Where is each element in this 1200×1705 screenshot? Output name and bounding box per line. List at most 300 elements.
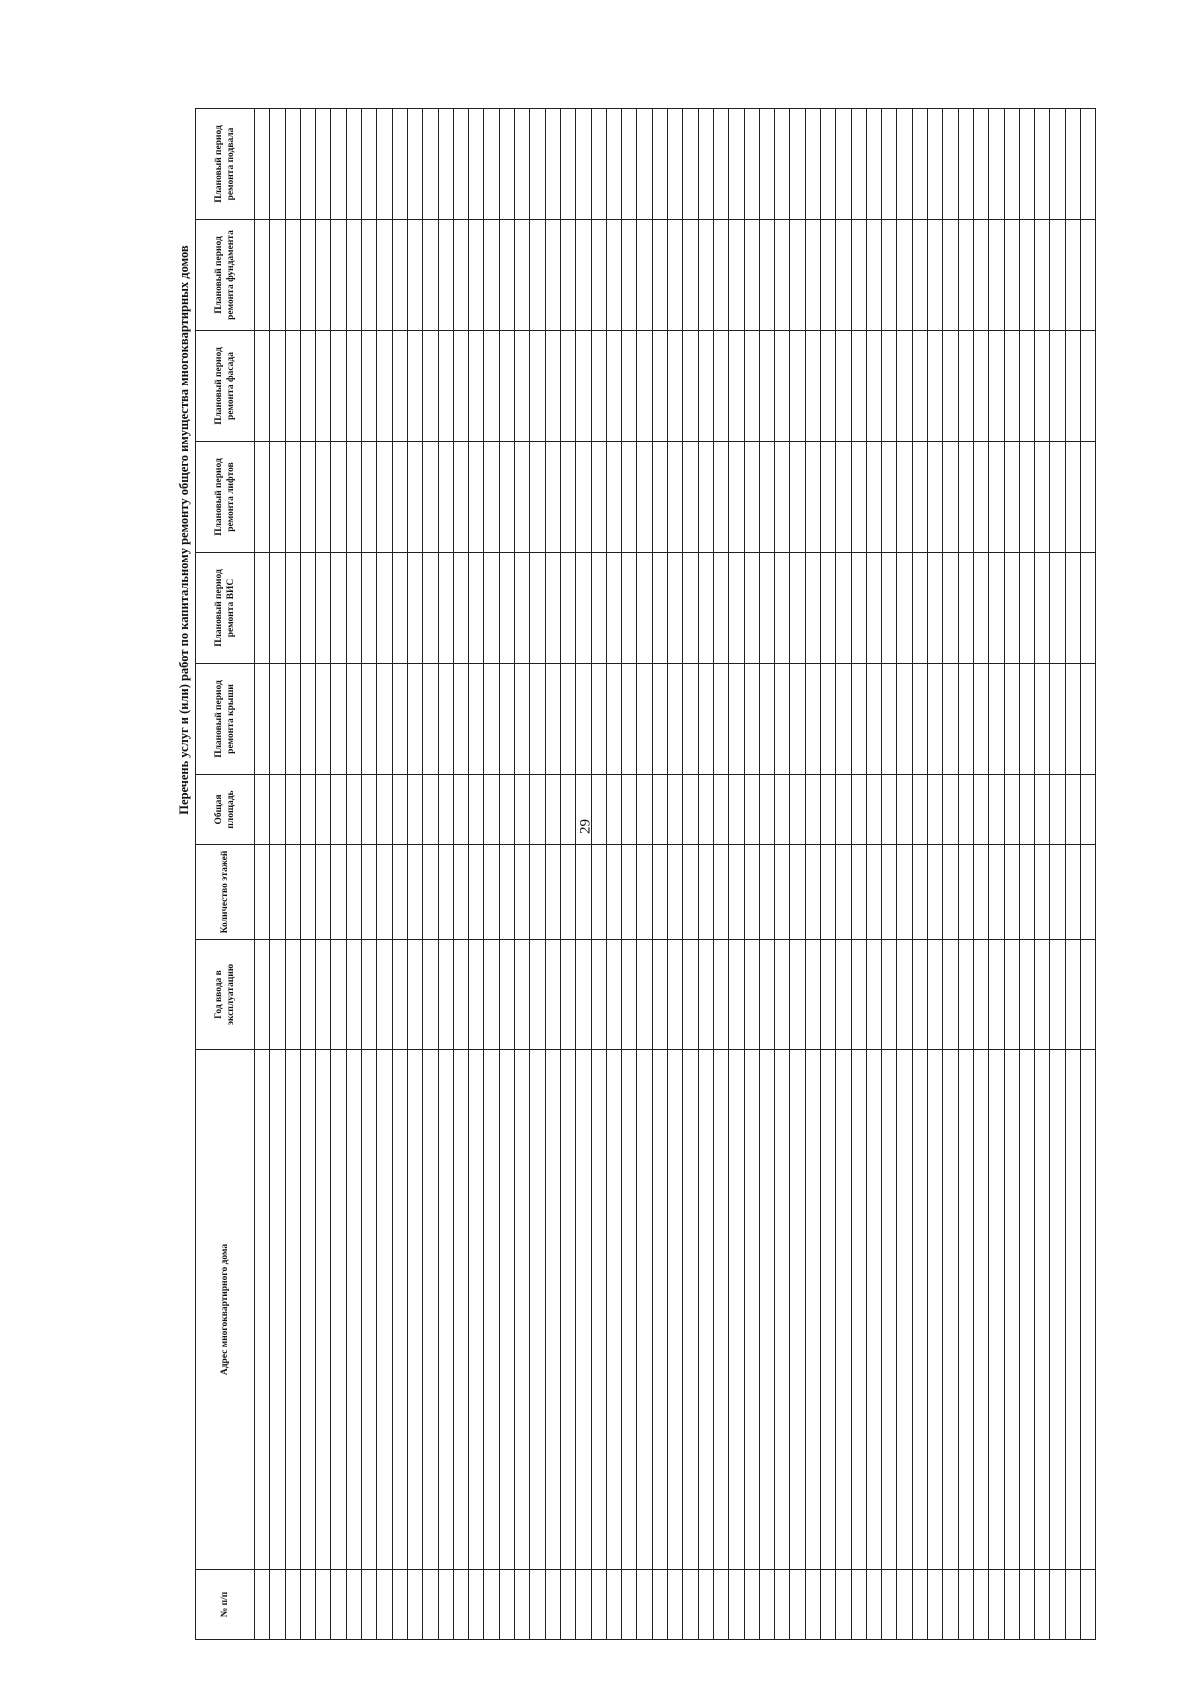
table-cell [973, 442, 988, 553]
table-cell [545, 109, 560, 220]
table-cell [622, 664, 637, 775]
table-cell [928, 553, 943, 664]
table-cell [668, 331, 683, 442]
table-cell [1081, 845, 1096, 940]
table-row [958, 109, 973, 1640]
table-cell [423, 553, 438, 664]
table-cell [285, 331, 300, 442]
table-cell [790, 1050, 805, 1570]
table-cell [928, 331, 943, 442]
table-cell [897, 331, 912, 442]
table-cell [1019, 220, 1034, 331]
table-cell [683, 775, 698, 845]
table-cell [255, 845, 270, 940]
table-cell [499, 845, 514, 940]
table-cell [729, 664, 744, 775]
table-cell [637, 1050, 652, 1570]
table-cell [469, 940, 484, 1050]
table-cell [591, 331, 606, 442]
table-cell [759, 845, 774, 940]
table-cell [576, 664, 591, 775]
table-cell [1065, 553, 1080, 664]
table-cell [820, 553, 835, 664]
table-cell [912, 940, 927, 1050]
table-cell [1035, 331, 1050, 442]
table-cell [407, 845, 422, 940]
table-cell [591, 220, 606, 331]
table-cell [362, 442, 377, 553]
table-cell [729, 442, 744, 553]
table-cell [622, 553, 637, 664]
table-cell [438, 1570, 453, 1640]
table-cell [851, 845, 866, 940]
table-cell [912, 1570, 927, 1640]
table-cell [377, 553, 392, 664]
table-cell [499, 664, 514, 775]
table-cell [316, 1050, 331, 1570]
table-cell [515, 220, 530, 331]
table-cell [1065, 664, 1080, 775]
table-cell [331, 331, 346, 442]
table-cell [530, 845, 545, 940]
table-cell [576, 845, 591, 940]
table-cell [622, 845, 637, 940]
table-cell [331, 220, 346, 331]
table-cell [270, 845, 285, 940]
table-cell [652, 553, 667, 664]
table-cell [1050, 331, 1065, 442]
table-row [698, 109, 713, 1640]
table-cell [1081, 664, 1096, 775]
table-cell [973, 775, 988, 845]
table-cell [652, 1050, 667, 1570]
table-cell [775, 845, 790, 940]
table-cell [622, 109, 637, 220]
table-row [530, 109, 545, 1640]
table-cell [928, 109, 943, 220]
table-cell [836, 109, 851, 220]
table-cell [683, 1570, 698, 1640]
table-cell [560, 220, 575, 331]
table-cell [560, 553, 575, 664]
table-cell [438, 775, 453, 845]
table-cell [668, 109, 683, 220]
table-cell [744, 1570, 759, 1640]
table-cell [1019, 553, 1034, 664]
table-row [973, 109, 988, 1640]
table-cell [668, 553, 683, 664]
table-cell [530, 109, 545, 220]
table-cell [668, 940, 683, 1050]
table-row [285, 109, 300, 1640]
table-cell [805, 664, 820, 775]
table-cell [836, 940, 851, 1050]
table-cell [515, 664, 530, 775]
table-cell [729, 775, 744, 845]
table-row [362, 109, 377, 1640]
table-cell [958, 109, 973, 220]
table-row [316, 109, 331, 1640]
table-cell [606, 775, 621, 845]
table-cell [683, 940, 698, 1050]
table-cell [989, 1570, 1004, 1640]
table-cell [882, 940, 897, 1050]
table-cell [759, 940, 774, 1050]
table-cell [515, 1570, 530, 1640]
table-cell [469, 109, 484, 220]
table-cell [836, 442, 851, 553]
table-cell [882, 845, 897, 940]
table-cell [759, 331, 774, 442]
table-cell [912, 442, 927, 553]
table-cell [270, 220, 285, 331]
table-cell [484, 442, 499, 553]
table-cell [499, 331, 514, 442]
table-cell [331, 109, 346, 220]
table-cell [713, 442, 728, 553]
table-cell [423, 664, 438, 775]
table-cell [285, 664, 300, 775]
table-cell [285, 220, 300, 331]
table-cell [484, 845, 499, 940]
table-cell [897, 664, 912, 775]
table-cell [1081, 940, 1096, 1050]
table-cell [897, 442, 912, 553]
table-row [300, 109, 315, 1640]
table-cell [775, 220, 790, 331]
table-cell [729, 940, 744, 1050]
table-cell [530, 775, 545, 845]
table-cell [530, 1570, 545, 1640]
table-cell [392, 1050, 407, 1570]
table-cell [866, 664, 881, 775]
table-cell [775, 664, 790, 775]
table-cell [912, 664, 927, 775]
table-cell [576, 940, 591, 1050]
table-cell [729, 553, 744, 664]
table-cell [989, 845, 1004, 940]
table-row [576, 109, 591, 1640]
table-cell [713, 1050, 728, 1570]
table-cell [759, 553, 774, 664]
table-row [637, 109, 652, 1640]
table-cell [622, 940, 637, 1050]
table-cell [958, 664, 973, 775]
table-cell [744, 442, 759, 553]
table-cell [515, 1050, 530, 1570]
table-cell [576, 553, 591, 664]
table-row [744, 109, 759, 1640]
table-cell [316, 553, 331, 664]
table-cell [270, 940, 285, 1050]
table-cell [591, 1050, 606, 1570]
table-cell [698, 775, 713, 845]
table-cell [1004, 940, 1019, 1050]
table-cell [1004, 109, 1019, 220]
table-cell [637, 940, 652, 1050]
table-cell [805, 1570, 820, 1640]
table-cell [790, 1570, 805, 1640]
table-cell [530, 1050, 545, 1570]
table-cell [407, 442, 422, 553]
table-cell [759, 1050, 774, 1570]
table-cell [912, 109, 927, 220]
table-cell [775, 331, 790, 442]
table-cell [637, 220, 652, 331]
table-cell [683, 845, 698, 940]
table-cell [407, 664, 422, 775]
table-cell [453, 220, 468, 331]
table-cell [713, 1570, 728, 1640]
table-cell [606, 940, 621, 1050]
table-cell [377, 845, 392, 940]
table-cell [1065, 220, 1080, 331]
table-cell [973, 1050, 988, 1570]
table-cell [316, 664, 331, 775]
table-cell [1019, 442, 1034, 553]
table-cell [713, 775, 728, 845]
table-cell [407, 1050, 422, 1570]
table-cell [943, 442, 958, 553]
table-cell [606, 553, 621, 664]
table-cell [912, 553, 927, 664]
table-cell [989, 442, 1004, 553]
table-row [683, 109, 698, 1640]
table-cell [1019, 664, 1034, 775]
table-cell [392, 109, 407, 220]
table-cell [300, 775, 315, 845]
table-row [836, 109, 851, 1640]
table-cell [407, 109, 422, 220]
table-cell [958, 553, 973, 664]
table-cell [377, 940, 392, 1050]
table-cell [545, 553, 560, 664]
table-cell [1019, 1570, 1034, 1640]
table-cell [469, 442, 484, 553]
table-cell [943, 845, 958, 940]
table-cell [958, 845, 973, 940]
table-cell [882, 109, 897, 220]
table-cell [499, 220, 514, 331]
table-cell [499, 442, 514, 553]
table-cell [469, 220, 484, 331]
table-cell [912, 331, 927, 442]
table-cell [377, 220, 392, 331]
table-cell [943, 109, 958, 220]
table-cell [790, 331, 805, 442]
table-cell [683, 553, 698, 664]
table-cell [805, 845, 820, 940]
table-cell [820, 1050, 835, 1570]
table-cell [300, 109, 315, 220]
table-cell [912, 775, 927, 845]
table-cell [729, 845, 744, 940]
table-cell [362, 775, 377, 845]
table-cell [591, 442, 606, 553]
table-cell [1035, 1050, 1050, 1570]
table-cell [362, 1570, 377, 1640]
table-cell [851, 775, 866, 845]
table-cell [1019, 940, 1034, 1050]
table-cell [1019, 109, 1034, 220]
table-cell [652, 442, 667, 553]
table-cell [515, 553, 530, 664]
table-cell [928, 664, 943, 775]
table-cell [713, 220, 728, 331]
table-cell [453, 664, 468, 775]
table-cell [1050, 775, 1065, 845]
table-row [775, 109, 790, 1640]
table-cell [300, 220, 315, 331]
table-cell [560, 940, 575, 1050]
table-cell [928, 442, 943, 553]
table-cell [606, 1050, 621, 1570]
table-cell [1050, 1570, 1065, 1640]
table-cell [300, 1570, 315, 1640]
table-cell [973, 940, 988, 1050]
table-cell [255, 553, 270, 664]
table-cell [668, 220, 683, 331]
table-cell [622, 775, 637, 845]
table-cell [790, 664, 805, 775]
table-cell [713, 331, 728, 442]
table-cell [560, 845, 575, 940]
table-cell [744, 775, 759, 845]
table-cell [545, 331, 560, 442]
table-row [866, 109, 881, 1640]
table-cell [576, 1050, 591, 1570]
table-cell [652, 220, 667, 331]
table-cell [637, 1570, 652, 1640]
table-cell [300, 1050, 315, 1570]
table-cell [377, 775, 392, 845]
table-cell [989, 331, 1004, 442]
table-cell [622, 442, 637, 553]
table-cell [805, 331, 820, 442]
table-cell [1004, 331, 1019, 442]
table-cell [943, 331, 958, 442]
table-cell [912, 220, 927, 331]
table-cell [744, 1050, 759, 1570]
table-cell [484, 331, 499, 442]
table-cell [683, 220, 698, 331]
table-cell [545, 940, 560, 1050]
table-cell [1081, 442, 1096, 553]
table-cell [499, 775, 514, 845]
table-row [1035, 109, 1050, 1640]
table-cell [530, 664, 545, 775]
table-cell [805, 1050, 820, 1570]
table-cell [1004, 664, 1019, 775]
table-row [377, 109, 392, 1640]
table-row [438, 109, 453, 1640]
table-cell [362, 940, 377, 1050]
table-row [499, 109, 514, 1640]
table-cell [866, 442, 881, 553]
header-year: Год ввода в эксплуатацию [196, 940, 255, 1050]
table-row [545, 109, 560, 1640]
table-cell [805, 442, 820, 553]
table-cell [775, 1050, 790, 1570]
table-cell [560, 1050, 575, 1570]
table-cell [392, 553, 407, 664]
table-cell [912, 845, 927, 940]
table-cell [591, 940, 606, 1050]
table-cell [744, 553, 759, 664]
header-basement: Плановый период ремонта подвала [196, 109, 255, 220]
table-cell [346, 940, 361, 1050]
table-cell [713, 845, 728, 940]
table-cell [973, 220, 988, 331]
table-cell [606, 331, 621, 442]
table-cell [1050, 664, 1065, 775]
table-cell [713, 940, 728, 1050]
table-cell [377, 109, 392, 220]
table-cell [316, 775, 331, 845]
table-row [882, 109, 897, 1640]
table-row [805, 109, 820, 1640]
table-cell [392, 664, 407, 775]
table-cell [943, 1570, 958, 1640]
table-cell [1050, 553, 1065, 664]
table-cell [973, 553, 988, 664]
table-row [928, 109, 943, 1640]
table-row [606, 109, 621, 1640]
table-cell [790, 553, 805, 664]
table-cell [851, 553, 866, 664]
table-cell [820, 331, 835, 442]
table-cell [882, 442, 897, 553]
table-cell [576, 1570, 591, 1640]
table-cell [744, 220, 759, 331]
table-cell [346, 845, 361, 940]
table-cell [255, 1570, 270, 1640]
table-cell [668, 775, 683, 845]
table-cell [1065, 1570, 1080, 1640]
table-cell [668, 845, 683, 940]
table-cell [790, 775, 805, 845]
table-cell [790, 109, 805, 220]
table-cell [989, 109, 1004, 220]
table-cell [270, 109, 285, 220]
table-cell [836, 775, 851, 845]
table-cell [285, 845, 300, 940]
table-cell [515, 331, 530, 442]
table-cell [469, 775, 484, 845]
table-cell [668, 664, 683, 775]
table-cell [346, 1570, 361, 1640]
table-cell [882, 775, 897, 845]
table-cell [1050, 220, 1065, 331]
table-cell [346, 1050, 361, 1570]
table-cell [499, 940, 514, 1050]
table-cell [1050, 1050, 1065, 1570]
table-row [790, 109, 805, 1640]
table-cell [377, 1570, 392, 1640]
table-cell [270, 331, 285, 442]
table-cell [469, 1570, 484, 1640]
table-cell [438, 553, 453, 664]
table-cell [545, 845, 560, 940]
table-cell [1035, 442, 1050, 553]
table-cell [851, 1570, 866, 1640]
table-cell [851, 442, 866, 553]
table-row [668, 109, 683, 1640]
table-cell [1050, 109, 1065, 220]
table-cell [453, 1570, 468, 1640]
table-cell [316, 442, 331, 553]
table-cell [775, 1570, 790, 1640]
